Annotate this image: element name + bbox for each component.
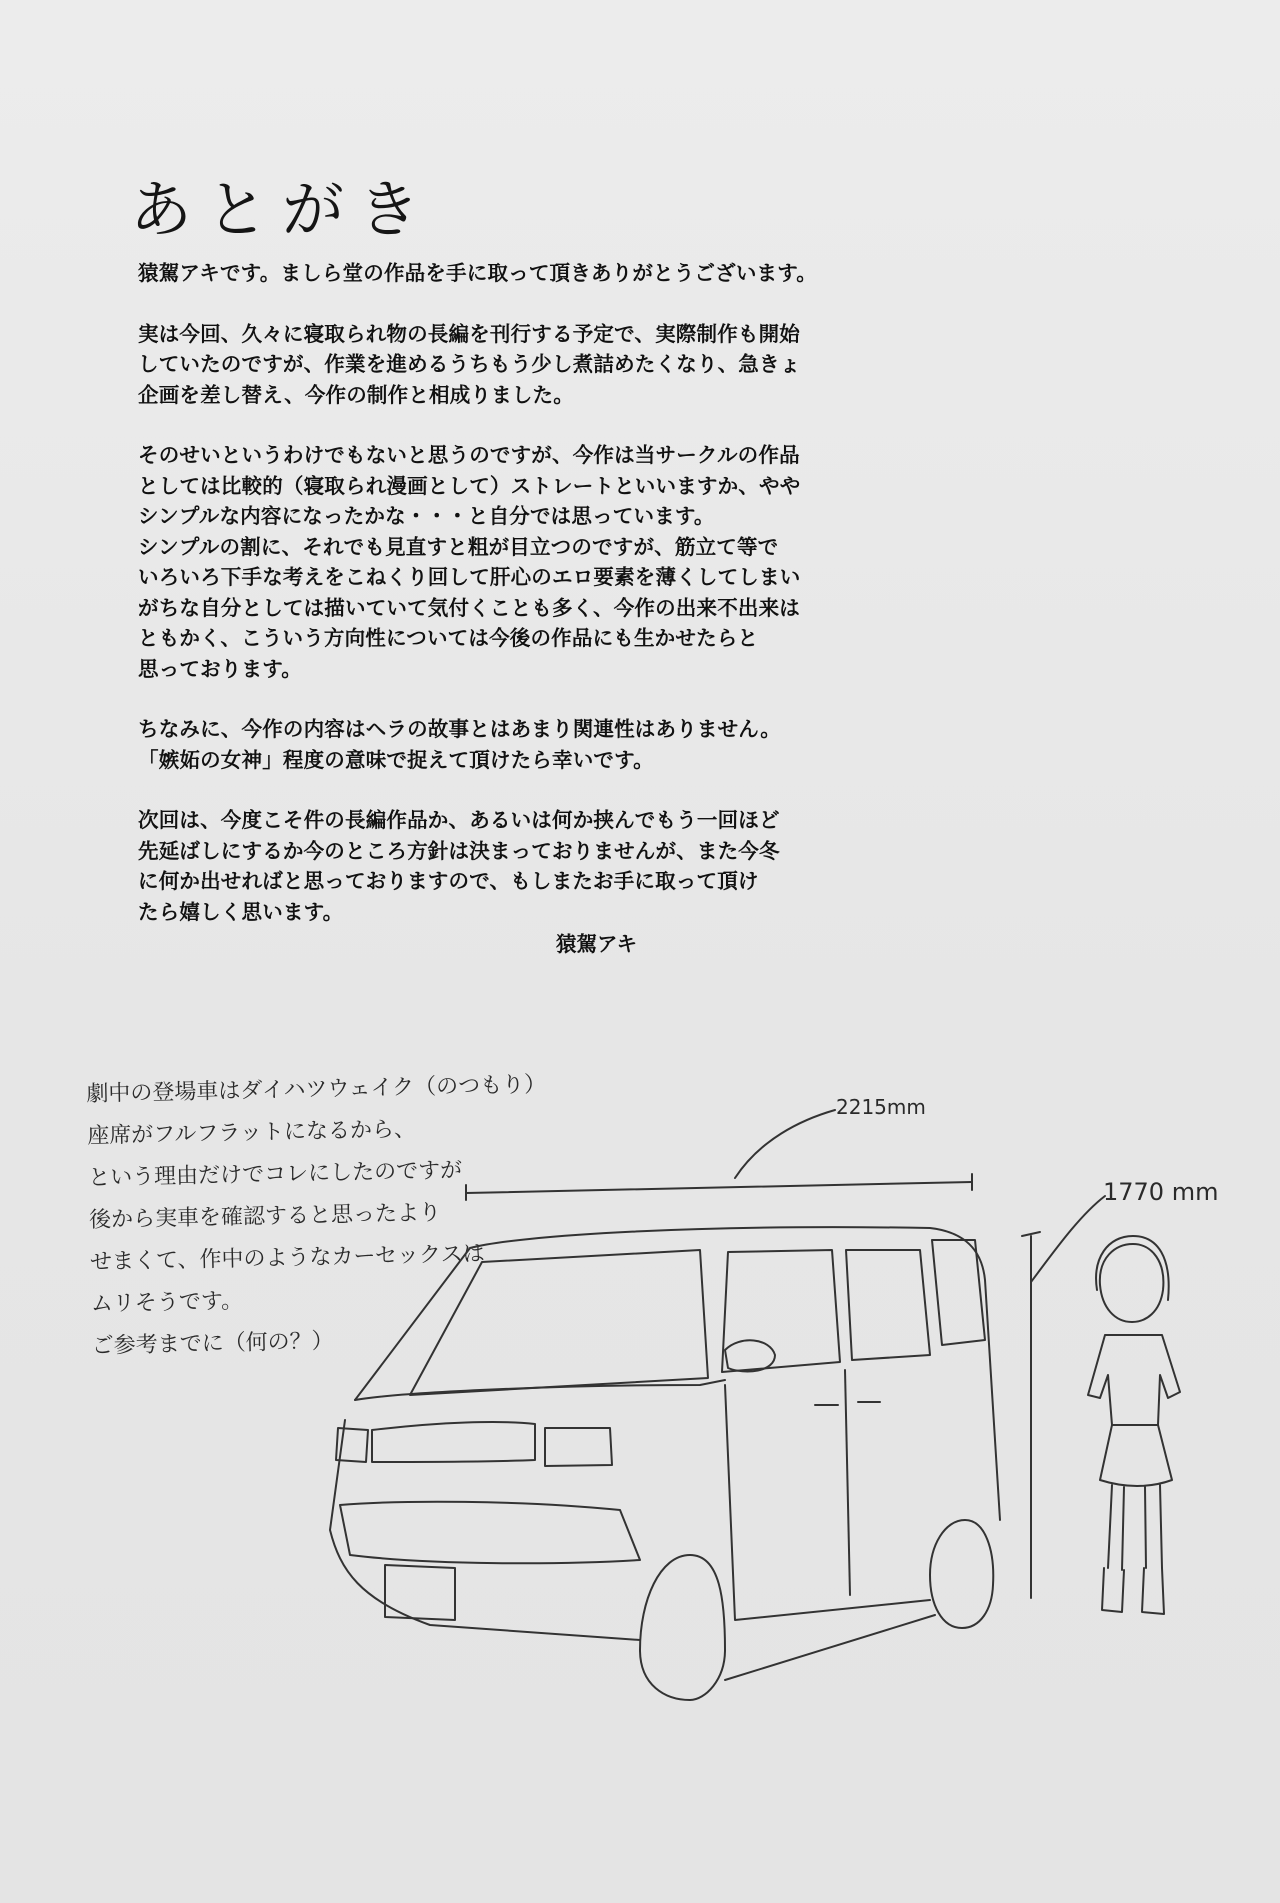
note-line: ムリそうです。 [90, 1288, 244, 1317]
car-bumper [340, 1502, 640, 1564]
car-roof-outline [355, 1227, 1000, 1520]
note-line: せまくて、作中のようなカーセックスは [89, 1241, 486, 1275]
car-windshield [410, 1250, 708, 1395]
car-rear-wheel [930, 1520, 993, 1628]
car-license-plate [385, 1565, 455, 1620]
note-line: 座席がフルフラットになるから、 [87, 1117, 417, 1149]
car-grille [372, 1422, 535, 1462]
car-hood [355, 1380, 725, 1400]
paragraph: 次回は、今度こそ件の長編作品か、あるいは何か挟んでもう一回ほど 先延ばしにするか今のところ方針は決まっておりませんが、また今冬 に何か出せればと思っておりますので、もしまたお手に取って頂け たら嬉しく思います。 [138, 808, 780, 924]
car-mirror [725, 1340, 775, 1371]
note-line: 後から実車を確認すると思ったより [88, 1200, 442, 1233]
afterword-title: あとがき [130, 173, 435, 246]
author-signature: 猿駕アキ [556, 932, 638, 956]
car-rear-window [932, 1240, 985, 1345]
car-rear-door-window [846, 1250, 930, 1360]
car-door-seam [845, 1370, 850, 1595]
paragraph: 実は今回、久々に寝取られ物の長編を刊行する予定で、実際制作も開始 していたのですが、作業を進めるうちもう少し煮詰めたくなり、急きょ 企画を差し替え、今作の制作と相成りました。 [138, 321, 801, 407]
person-skirt [1100, 1425, 1172, 1486]
car-front-wheel [640, 1555, 725, 1700]
paragraph: 猿駕アキです。ましら堂の作品を手に取って頂きありがとうございます。 [138, 261, 817, 285]
note-line: 劇中の登場車はダイハツウェイク（のつもり） [86, 1072, 547, 1107]
car-body-bottom [725, 1615, 935, 1680]
person-head [1100, 1244, 1164, 1322]
length-leader-line [735, 1110, 835, 1178]
car-length-label: 2215mm [836, 1095, 926, 1119]
paragraph: そのせいというわけでもないと思うのですが、今作は当サークルの作品 としては比較的（寝取られ漫画として）ストレートといいますか、やや シンプルな内容になったかな・・・と自分では思っています。 シンプルの割に、それでも見直すと粗が目立つのですが、筋立て等で いろいろ下手な考えをこねくり回して肝心のエロ要素を薄くしてしまい がちな自分としては描いていて気付くことも多く、今作の出来不出来は ともかく、こういう方向性については今後の作品にも生かせたらと 思っております。 [138, 443, 801, 681]
person-boots [1102, 1568, 1164, 1614]
person-height-label: 1770 mm [1103, 1178, 1219, 1206]
car-front-face [330, 1420, 640, 1640]
car-side-line [725, 1385, 930, 1620]
person-hair [1096, 1236, 1169, 1300]
note-line: ご参考までに（何の？） [91, 1328, 334, 1359]
car-headlight [545, 1428, 612, 1466]
length-dimension-line [466, 1182, 972, 1193]
height-leader-line [1031, 1196, 1105, 1282]
person-torso [1088, 1335, 1180, 1425]
note-line: という理由だけでコレにしたのですが [87, 1158, 463, 1191]
person-legs [1108, 1485, 1162, 1570]
paragraph: ちなみに、今作の内容はヘラの故事とはあまり関連性はありません。 「嫉妬の女神」程度の意味で捉えて頂けたら幸いです。 [138, 717, 781, 772]
car-front-door-window [722, 1250, 840, 1372]
